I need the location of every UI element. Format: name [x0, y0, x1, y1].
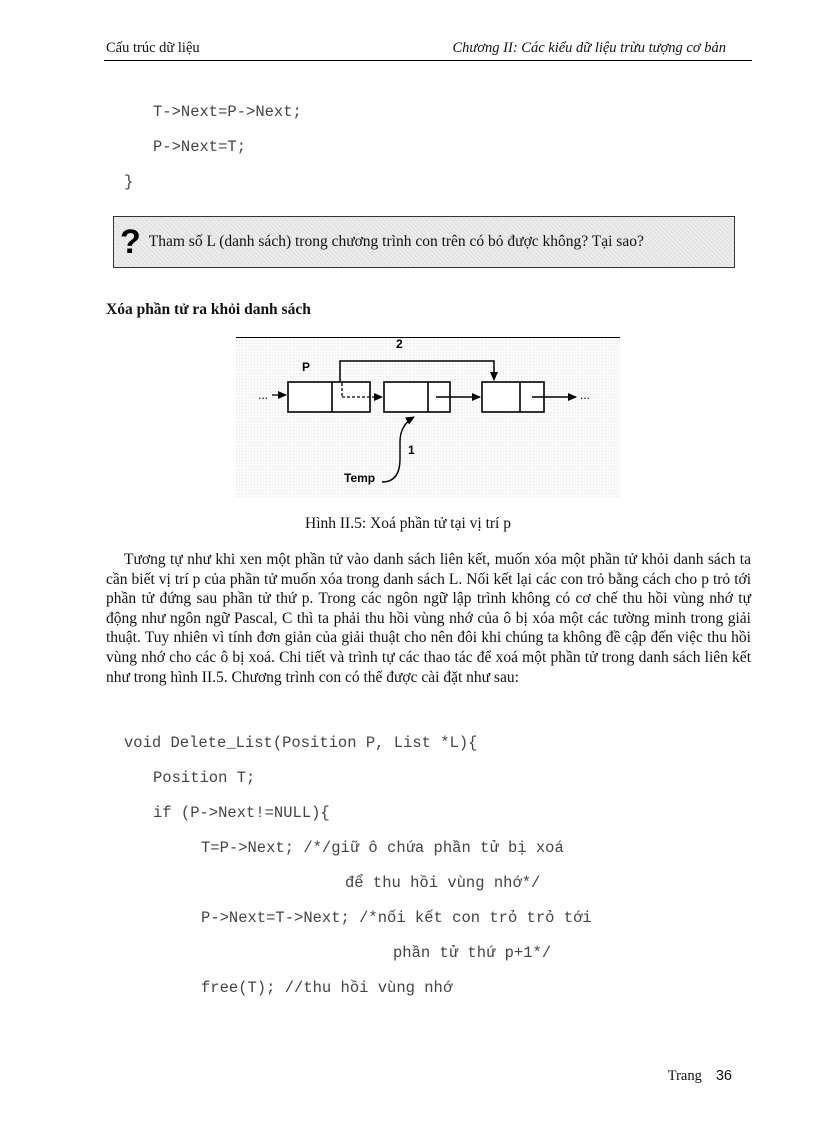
code-line: void Delete_List(Position P, List *L){	[124, 734, 478, 752]
page-number: 36	[715, 1068, 732, 1084]
code-line: phần tử thứ p+1*/	[393, 944, 552, 962]
page-footer	[668, 1068, 732, 1085]
header-divider	[104, 60, 752, 61]
code-line: if (P->Next!=NULL){	[153, 804, 330, 822]
code-line: để thu hồi vùng nhớ*/	[345, 874, 541, 892]
code-line: P->Next=T;	[153, 138, 247, 156]
temp-label: Temp	[344, 471, 376, 485]
linked-list-delete-diagram	[236, 337, 620, 497]
ellipsis-left: ...	[258, 388, 269, 402]
question-box	[113, 216, 735, 268]
code-line: T->Next=P->Next;	[153, 103, 302, 121]
pointer-p-label: P	[302, 360, 311, 374]
question-mark-icon: ?	[120, 223, 141, 261]
code-line: }	[124, 173, 134, 191]
step-2-label: 2	[396, 337, 403, 351]
code-line: free(T); //thu hồi vùng nhớ	[201, 979, 453, 997]
ellipsis-right: ...	[580, 388, 591, 402]
code-line: P->Next=T->Next; /*nối kết con trỏ trỏ tới	[201, 909, 592, 927]
running-header-right: Chương II: Các kiểu dữ liệu trừu tượng cơ bản	[452, 40, 726, 56]
body-paragraph	[106, 550, 751, 687]
code-line: Position T;	[153, 769, 256, 787]
question-text: Tham số L (danh sách) trong chương trình con trên có bỏ được không? Tại sao?	[148, 233, 644, 250]
running-header-left: Cấu trúc dữ liệu	[106, 40, 200, 56]
code-line: T=P->Next; /*/giữ ô chứa phần tử bị xoá	[201, 839, 564, 857]
step-1-label: 1	[408, 443, 415, 457]
section-title: Xóa phần tử ra khỏi danh sách	[106, 301, 311, 318]
paragraph-text: Tương tự như khi xen một phần tử vào danh sách liên kết, muốn xóa một phần tử khỏi danh sách ta cần biết vị trí p của phần tử muốn xóa trong danh sách L. Nối kết lại các con trỏ bằng cách cho p trỏ tới phần tử đứng sau phần tử thứ p. Trong các ngôn ngữ lập trình không có cơ chế thu hồi vùng nhớ tự động như ngôn ngữ Pascal, C thì ta phải thu hồi vùng nhớ của ô bị xóa một các tường minh trong giải thuật. Tuy nhiên vì tính đơn giản của giải thuật cho nên đôi khi chúng ta không đề cập đến việc thu hồi vùng nhớ cho các ô bị xoá. Chi tiết và trình tự các thao tác để xoá một phần tử trong danh sách liên kết như trong hình II.5. Chương trình con có thể được cài đặt như sau:	[106, 551, 751, 686]
page-label: Trang	[667, 1068, 702, 1084]
figure-caption: Hình II.5: Xoá phần tử tại vị trí p	[305, 515, 511, 532]
